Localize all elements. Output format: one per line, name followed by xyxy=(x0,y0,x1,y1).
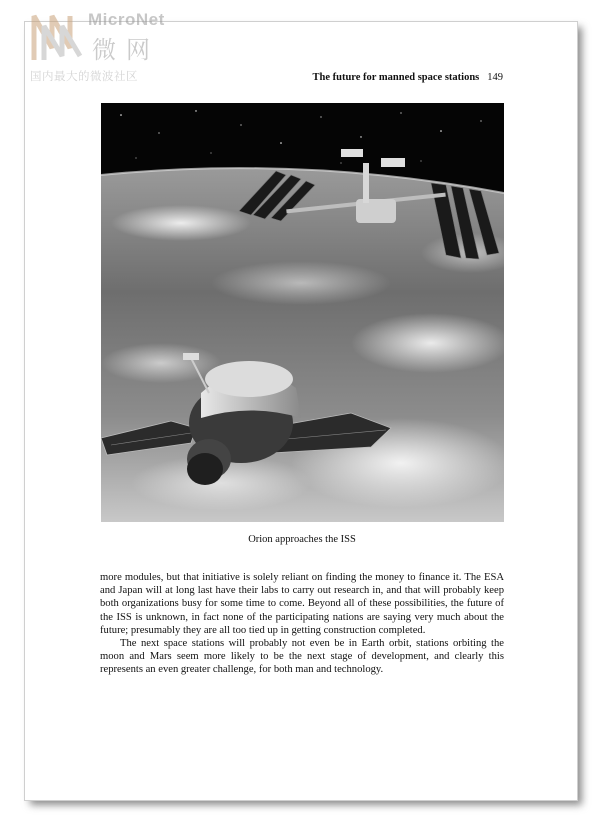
figure-orion-iss xyxy=(101,103,504,522)
orion-iss-illustration xyxy=(101,103,504,522)
watermark-tagline: 国内最大的微波社区 xyxy=(30,69,138,83)
figure-caption: Orion approaches the ISS xyxy=(248,534,356,545)
running-header xyxy=(100,72,503,83)
micronet-logo-icon xyxy=(30,8,86,64)
watermark-brand-cn: 微网 xyxy=(92,36,160,64)
running-title: The future for manned space stations xyxy=(312,72,480,83)
page-number: 149 xyxy=(487,72,503,83)
watermark-brand-en: MicroNet xyxy=(88,10,165,29)
body-text xyxy=(100,571,504,677)
paragraph-2: The next space stations will probably not even be in Earth orbit, stations orbiting the moon and Mars seem more likely to be the next stage of development, and clearly this represents an even greater challenge, for both man and technology. xyxy=(100,638,504,676)
paragraph-1: more modules, but that initiative is solely reliant on finding the money to finance it. The ESA and Japan will at long last have their labs to carry out research in, and that will probably keep both organizations busy for some time to come. Beyond all of these possibilities, the future of the ISS is unknown, in fact none of the participating nations are saying very much about the future; presumably they are all too tied up in getting construction completed. xyxy=(100,572,504,636)
